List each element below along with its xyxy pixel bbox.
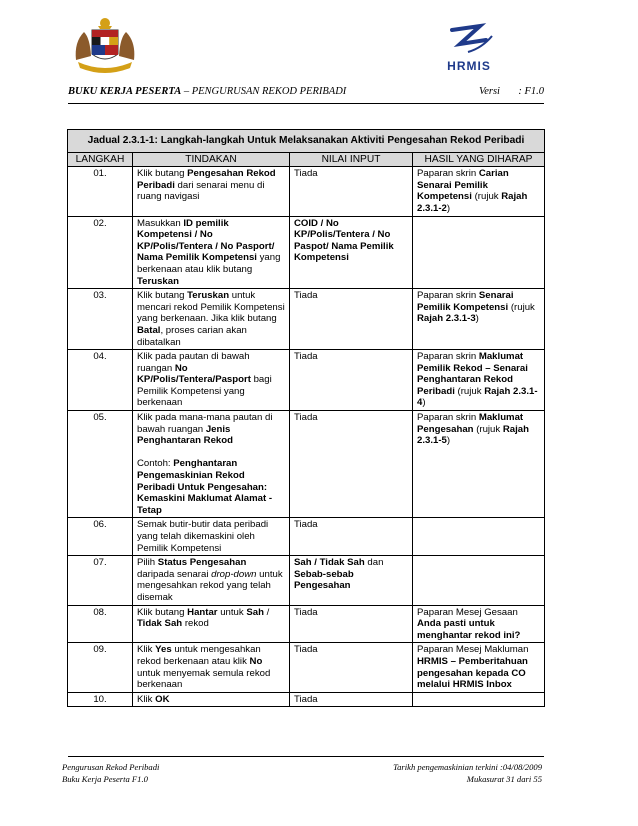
action-text: dari senarai menu di ruang navigasi — [137, 179, 268, 203]
result-cell — [413, 167, 545, 216]
result-cell — [413, 643, 545, 692]
result-text: Senarai Pemilik Kompetensi — [417, 290, 517, 313]
result-text: ) — [446, 202, 451, 214]
result-text: Paparan Mesej Gesaan — [417, 606, 521, 618]
action-text: bagi Pemilik Kompetensi yang berkenaan — [137, 374, 275, 409]
result-text: Rajah 2.3.1-3 — [417, 313, 476, 325]
result-text: Rajah 2.3.1-5 — [417, 423, 532, 447]
input-text: Sebab-sebab Pengesahan — [294, 568, 357, 592]
input-cell — [290, 692, 413, 707]
action-cell — [133, 643, 290, 692]
table-row — [68, 411, 545, 518]
action-text: Masukkan — [137, 217, 184, 229]
action-text: / — [263, 606, 272, 618]
result-text: Paparan Mesej Makluman — [417, 644, 532, 656]
input-text: Tiada — [294, 644, 318, 656]
input-cell — [290, 350, 413, 411]
action-text: untuk menyemak semula rekod berkenaan — [137, 655, 273, 691]
hrmis-swoosh-icon — [438, 22, 500, 56]
action-text: daripada senarai — [137, 557, 249, 580]
action-cell — [133, 518, 290, 556]
action-cell — [133, 216, 290, 289]
hrmis-logo — [438, 22, 500, 72]
action-text: Penghantaran Pengemaskinian Rekod Peribadi Untuk Pengesahan: Kemaskini Maklumat Alamat - Tetap — [137, 458, 275, 516]
result-cell — [413, 411, 545, 518]
table-row — [68, 350, 545, 411]
action-cell — [133, 556, 290, 605]
table-row — [68, 556, 545, 605]
input-text: Tiada — [294, 168, 318, 180]
result-cell — [413, 556, 545, 605]
result-cell — [413, 692, 545, 707]
input-cell — [290, 605, 413, 643]
action-text: ID pemilik Kompetensi / No KP/Polis/Tentera / No Pasport/ Nama Pemilik Kompetensi — [137, 217, 278, 264]
step-number: 04. — [68, 350, 133, 411]
result-text: (rujuk — [454, 385, 485, 397]
result-cell — [413, 216, 545, 289]
steps-table — [67, 129, 545, 707]
action-text: Contoh: — [137, 458, 171, 470]
action-text: , proses carian akan dibatalkan — [137, 324, 250, 348]
table-body — [68, 167, 545, 707]
footer-book: Buku Kerja Peserta F1.0 — [62, 774, 148, 784]
step-number: 01. — [68, 167, 133, 216]
action-text: OK — [155, 693, 170, 705]
result-text: Paparan skrin — [417, 168, 479, 180]
action-text: Klik — [137, 693, 156, 705]
action-text: Teruskan — [137, 275, 179, 287]
step-number: 03. — [68, 289, 133, 350]
action-text: Jenis Penghantaran Rekod — [137, 423, 234, 447]
input-text: Tiada — [294, 519, 318, 531]
step-number: 10. — [68, 692, 133, 707]
step-number: 06. — [68, 518, 133, 556]
input-text: COID / No KP/Polis/Tentera / No Paspot/ Nama Pemilik Kompetensi — [294, 217, 397, 264]
action-cell — [133, 605, 290, 643]
input-text: Tiada — [294, 351, 318, 363]
result-text: Paparan skrin — [417, 412, 479, 424]
result-text: Paparan skrin — [417, 290, 479, 302]
action-text: untuk mengesahkan rekod yang telah disemak — [137, 568, 286, 603]
input-text: Tiada — [294, 693, 318, 705]
coat-of-arms-logo — [70, 16, 140, 74]
result-text: (rujuk — [471, 191, 502, 203]
action-text: rekod — [182, 618, 209, 630]
table-row — [68, 605, 545, 643]
result-text: ) — [475, 313, 479, 325]
column-header-langkah: LANGKAH — [68, 152, 133, 167]
action-text: No KP/Polis/Tentera/Pasport — [137, 362, 251, 386]
action-text: drop-down — [211, 568, 257, 580]
result-text: Anda pasti untuk menghantar rekod ini? — [417, 618, 521, 641]
input-cell — [290, 556, 413, 605]
action-text: Klik — [137, 644, 156, 656]
table-row — [68, 167, 545, 216]
result-text: Paparan skrin — [417, 351, 479, 363]
input-cell — [290, 518, 413, 556]
header-rule — [68, 103, 544, 104]
action-text: Klik pada pautan di bawah ruangan — [137, 351, 253, 374]
action-cell — [133, 692, 290, 707]
input-text: dan — [364, 557, 387, 569]
result-text: ) — [446, 435, 451, 447]
version-label: Versi — [478, 86, 500, 97]
result-text: ) — [422, 397, 426, 409]
result-text: (rujuk — [508, 301, 538, 313]
column-header-nilai-input: NILAI INPUT — [290, 152, 413, 167]
footer-module: Pengurusan Rekod Peribadi — [62, 762, 160, 772]
hrmis-logo-text: HRMIS — [447, 59, 491, 73]
result-text: Rajah 2.3.1-4 — [417, 385, 538, 409]
action-text: Teruskan — [187, 290, 230, 302]
input-cell — [290, 167, 413, 216]
result-text: Rajah 2.3.1-2 — [417, 191, 531, 214]
result-cell — [413, 518, 545, 556]
doc-subtitle: – PENGURUSAN REKOD PERIBADI — [183, 86, 347, 97]
result-text: (rujuk — [473, 423, 503, 435]
step-number: 07. — [68, 556, 133, 605]
input-text: Sah / Tidak Sah — [294, 557, 365, 569]
header-title — [68, 86, 346, 97]
action-text: Klik butang — [137, 168, 188, 180]
action-cell — [133, 350, 290, 411]
action-text: Tidak Sah — [137, 618, 183, 630]
table-row — [68, 692, 545, 707]
step-number: 08. — [68, 605, 133, 643]
step-number: 09. — [68, 643, 133, 692]
result-text: Carian Senarai Pemilik Kompetensi — [417, 168, 512, 203]
table-row — [68, 289, 545, 350]
doc-title: BUKU KERJA PESERTA — [68, 86, 182, 97]
action-text: Klik butang — [137, 290, 188, 302]
action-text: Pengesahan Rekod Peribadi — [137, 168, 279, 191]
action-cell — [133, 411, 290, 518]
action-text: Klik pada mana-mana pautan di bawah ruangan — [137, 412, 276, 435]
action-text: Pilih — [137, 557, 158, 569]
action-text: Hantar — [187, 606, 218, 618]
step-number: 02. — [68, 216, 133, 289]
action-text: Sah — [246, 606, 264, 618]
input-text: Tiada — [294, 412, 318, 424]
table-row — [68, 216, 545, 289]
result-text: HRMIS – Pemberitahuan pengesahan kepada CO melalui HRMIS Inbox — [417, 655, 531, 691]
input-text: Tiada — [294, 606, 318, 618]
result-cell — [413, 289, 545, 350]
result-text: Maklumat Pengesahan — [417, 412, 526, 435]
action-text: Status Pengesahan — [157, 557, 247, 569]
action-text: yang berkenaan atau klik butang — [137, 252, 284, 275]
action-text: Batal — [137, 324, 161, 336]
footer-rule — [68, 756, 544, 757]
input-cell — [290, 643, 413, 692]
table-row — [68, 518, 545, 556]
action-text: Yes — [155, 644, 172, 656]
input-cell — [290, 289, 413, 350]
action-cell — [133, 289, 290, 350]
footer-page-number: Mukasurat 31 dari 55 — [466, 774, 542, 784]
action-text: untuk mengesahkan rekod berkenaan atau klik — [137, 644, 264, 667]
table-caption: Jadual 2.3.1-1: Langkah-langkah Untuk Melaksanakan Aktiviti Pengesahan Rekod Peribadi — [68, 130, 545, 153]
action-cell — [133, 167, 290, 216]
action-text: untuk mencari rekod Pemilik Kompetensi yang berkenaan. Jika klik butang — [137, 290, 288, 325]
input-text: Tiada — [294, 290, 318, 302]
table-row — [68, 643, 545, 692]
action-text: untuk — [217, 606, 247, 618]
version-value: : F1.0 — [518, 86, 544, 97]
result-cell — [413, 350, 545, 411]
action-text: Semak butir-butir data peribadi yang telah dikemaskini oleh Pemilik Kompetensi — [137, 519, 271, 554]
header-version — [479, 86, 544, 97]
result-cell — [413, 605, 545, 643]
input-cell — [290, 411, 413, 518]
action-text: Klik butang — [137, 606, 188, 618]
input-cell — [290, 216, 413, 289]
column-header-hasil: HASIL YANG DIHARAP — [413, 152, 545, 167]
result-text: Maklumat Pemilik Rekod – Senarai Penghantaran Rekod Peribadi — [417, 351, 531, 397]
action-text: No — [249, 655, 263, 667]
footer-update-date: Tarikh pengemaskinian terkini :04/08/2009 — [393, 762, 542, 772]
page-header — [68, 86, 544, 102]
column-header-tindakan: TINDAKAN — [133, 152, 290, 167]
step-number: 05. — [68, 411, 133, 518]
